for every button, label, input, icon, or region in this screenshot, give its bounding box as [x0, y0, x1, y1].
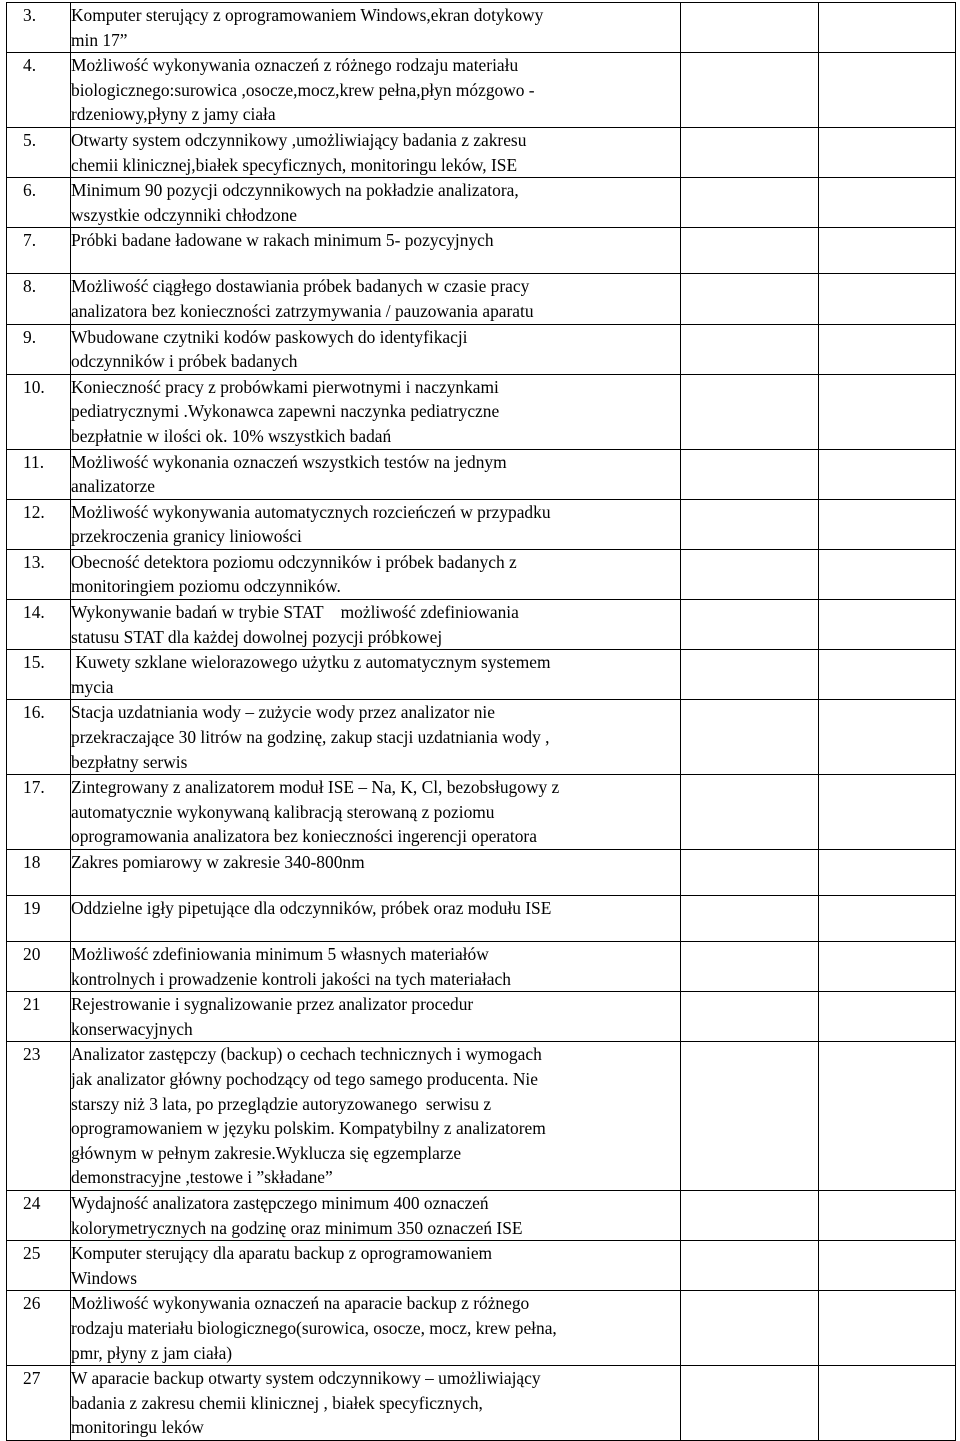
- table-row: [7, 1366, 956, 1441]
- requirement-line: starszy niż 3 lata, po przeglądzie autoryzowanego serwisu z: [71, 1093, 492, 1114]
- requirement-line: biologicznego:surowica ,osocze,mocz,krew pełna,płyn mózgowo -: [71, 79, 535, 100]
- blank-cell-remarks: [819, 274, 956, 324]
- requirement-line: konserwacyjnych: [71, 1018, 193, 1039]
- blank-cell-offered: [681, 1291, 819, 1366]
- requirement-line: Zakres pomiarowy w zakresie 340-800nm: [71, 852, 365, 872]
- requirement-line: bezpłatnie w ilości ok. 10% wszystkich badań: [71, 425, 392, 446]
- requirement-line: Oddzielne igły pipetujące dla odczynników, próbek oraz modułu ISE: [71, 898, 552, 918]
- requirement-text: [71, 700, 681, 775]
- blank-cell-remarks: [819, 600, 956, 650]
- requirement-line: przekraczające 30 litrów na godzinę, zakup stacji uzdatniania wody ,: [71, 727, 550, 748]
- blank-cell-offered: [681, 1190, 819, 1240]
- table-row: [7, 1291, 956, 1366]
- requirement-line: automatycznie wykonywaną kalibracją sterowaną z poziomu: [71, 801, 495, 822]
- blank-cell-remarks: [819, 374, 956, 449]
- row-number: 27: [7, 1366, 71, 1441]
- table-row: [7, 1241, 956, 1291]
- table-row: [7, 178, 956, 228]
- requirement-line: Wydajność analizatora zastępczego minimum 400 oznaczeń: [71, 1192, 489, 1213]
- requirement-line: Możliwość wykonania oznaczeń wszystkich testów na jednym: [71, 451, 507, 472]
- requirement-line: Możliwość wykonywania oznaczeń z różnego rodzaju materiału: [71, 55, 519, 76]
- requirement-line: Konieczność pracy z probówkami pierwotnymi i naczynkami: [71, 376, 499, 397]
- blank-cell-offered: [681, 992, 819, 1042]
- table-row: [7, 1042, 956, 1191]
- table-row: [7, 992, 956, 1042]
- requirement-text: [71, 650, 681, 700]
- requirement-text: [71, 850, 681, 896]
- requirement-line: monitoringu leków: [71, 1417, 204, 1438]
- requirement-text: [71, 178, 681, 228]
- table-row: [7, 324, 956, 374]
- blank-cell-offered: [681, 1366, 819, 1441]
- blank-cell-remarks: [819, 549, 956, 599]
- requirement-line: Wykonywanie badań w trybie STAT możliwość zdefiniowania: [71, 602, 519, 623]
- blank-cell-offered: [681, 650, 819, 700]
- table-row: [7, 775, 956, 850]
- table-row: [7, 700, 956, 775]
- requirement-line: Analizator zastępczy (backup) o cechach technicznych i wymogach: [71, 1044, 542, 1065]
- blank-cell-remarks: [819, 1291, 956, 1366]
- blank-cell-offered: [681, 942, 819, 992]
- row-number: 6.: [7, 178, 71, 228]
- requirement-line: oprogramowaniem w języku polskim. Kompatybilny z analizatorem: [71, 1118, 546, 1139]
- blank-cell-remarks: [819, 53, 956, 128]
- requirement-line: rodzaju materiału biologicznego(surowica, osocze, mocz, krew pełna,: [71, 1317, 557, 1338]
- row-number: 8.: [7, 274, 71, 324]
- blank-cell-remarks: [819, 228, 956, 274]
- row-number: 15.: [7, 650, 71, 700]
- requirement-line: Wbudowane czytniki kodów paskowych do identyfikacji: [71, 326, 468, 347]
- blank-cell-remarks: [819, 324, 956, 374]
- requirement-line: oprogramowania analizatora bez konieczności ingerencji operatora: [71, 826, 537, 847]
- requirement-line: W aparacie backup otwarty system odczynnikowy – umożliwiający: [71, 1368, 541, 1389]
- blank-cell-offered: [681, 53, 819, 128]
- requirement-line: min 17”: [71, 29, 128, 50]
- requirement-line: kontrolnych i prowadzenie kontroli jakości na tych materiałach: [71, 968, 511, 989]
- blank-cell-remarks: [819, 1190, 956, 1240]
- table-row: [7, 549, 956, 599]
- requirement-line: monitoringiem poziomu odczynników.: [71, 576, 341, 597]
- requirement-line: przekroczenia granicy liniowości: [71, 526, 302, 547]
- requirement-text: [71, 499, 681, 549]
- table-row: [7, 449, 956, 499]
- requirement-line: Stacja uzdatniania wody – zużycie wody przez analizator nie: [71, 702, 495, 723]
- requirement-line: Możliwość wykonywania oznaczeń na aparacie backup z różnego: [71, 1293, 530, 1314]
- blank-cell-remarks: [819, 178, 956, 228]
- requirement-text: [71, 324, 681, 374]
- blank-cell-offered: [681, 274, 819, 324]
- requirement-line: Komputer sterujący z oprogramowaniem Windows,ekran dotykowy: [71, 5, 544, 25]
- requirement-line: statusu STAT dla każdej dowolnej pozycji próbkowej: [71, 626, 443, 647]
- blank-cell-offered: [681, 228, 819, 274]
- blank-cell-remarks: [819, 1366, 956, 1441]
- requirement-text: [71, 549, 681, 599]
- table-row: [7, 896, 956, 942]
- specification-table-body: [7, 3, 956, 1441]
- row-number: 14.: [7, 600, 71, 650]
- requirement-line: Możliwość ciągłego dostawiania próbek badanych w czasie pracy: [71, 276, 530, 297]
- row-number: 26: [7, 1291, 71, 1366]
- row-number: 20: [7, 942, 71, 992]
- requirement-text: [71, 600, 681, 650]
- requirement-line: Możliwość wykonywania automatycznych rozcieńczeń w przypadku: [71, 501, 551, 522]
- requirement-line: jak analizator główny pochodzący od tego samego producenta. Nie: [71, 1068, 538, 1089]
- blank-cell-remarks: [819, 992, 956, 1042]
- blank-cell-remarks: [819, 650, 956, 700]
- blank-cell-offered: [681, 449, 819, 499]
- row-number: 7.: [7, 228, 71, 274]
- requirement-text: [71, 1190, 681, 1240]
- blank-cell-remarks: [819, 1241, 956, 1291]
- requirement-line: Próbki badane ładowane w rakach minimum 5- pozycyjnych: [71, 230, 494, 251]
- requirement-line: bezpłatny serwis: [71, 751, 188, 772]
- requirement-text: [71, 374, 681, 449]
- table-row: [7, 942, 956, 992]
- requirement-text: [71, 775, 681, 850]
- requirement-text: [71, 228, 681, 274]
- row-number: 9.: [7, 324, 71, 374]
- table-row: [7, 850, 956, 896]
- blank-cell-remarks: [819, 896, 956, 942]
- row-number: 24: [7, 1190, 71, 1240]
- blank-cell-remarks: [819, 1042, 956, 1191]
- requirement-line: Minimum 90 pozycji odczynnikowych na pokładzie analizatora,: [71, 180, 519, 201]
- table-row: [7, 274, 956, 324]
- blank-cell-remarks: [819, 850, 956, 896]
- blank-cell-remarks: [819, 449, 956, 499]
- requirement-line: Zintegrowany z analizatorem moduł ISE – Na, K, Cl, bezobsługowy z: [71, 777, 560, 798]
- blank-cell-remarks: [819, 499, 956, 549]
- requirement-text: [71, 274, 681, 324]
- requirement-line: demonstracyjne ,testowe i ”składane”: [71, 1167, 333, 1188]
- blank-cell-offered: [681, 775, 819, 850]
- row-number: 17.: [7, 775, 71, 850]
- blank-cell-remarks: [819, 942, 956, 992]
- blank-cell-offered: [681, 499, 819, 549]
- blank-cell-offered: [681, 374, 819, 449]
- requirement-text: [71, 942, 681, 992]
- blank-cell-offered: [681, 324, 819, 374]
- requirement-text: [71, 1291, 681, 1366]
- row-number: 13.: [7, 549, 71, 599]
- row-number: 18: [7, 850, 71, 896]
- blank-cell-offered: [681, 850, 819, 896]
- requirement-text: [71, 1366, 681, 1441]
- requirement-text: [71, 992, 681, 1042]
- row-number: 25: [7, 1241, 71, 1291]
- specification-table: [6, 2, 956, 1441]
- blank-cell-offered: [681, 1241, 819, 1291]
- requirement-line: pmr, płyny z jam ciała): [71, 1342, 233, 1363]
- table-row: [7, 650, 956, 700]
- requirement-line: Windows: [71, 1267, 137, 1288]
- blank-cell-remarks: [819, 3, 956, 53]
- requirement-line: Obecność detektora poziomu odczynników i próbek badanych z: [71, 551, 517, 572]
- requirement-line: Rejestrowanie i sygnalizowanie przez analizator procedur: [71, 994, 474, 1015]
- row-number: 5.: [7, 127, 71, 177]
- requirement-line: chemii klinicznej,białek specyficznych, monitoringu leków, ISE: [71, 154, 518, 175]
- table-row: [7, 1190, 956, 1240]
- requirement-text: [71, 127, 681, 177]
- blank-cell-offered: [681, 600, 819, 650]
- requirement-text: [71, 1241, 681, 1291]
- row-number: 21: [7, 992, 71, 1042]
- row-number: 4.: [7, 53, 71, 128]
- requirement-text: [71, 1042, 681, 1191]
- requirement-line: głównym w pełnym zakresie.Wyklucza się egzemplarze: [71, 1142, 462, 1163]
- blank-cell-offered: [681, 1042, 819, 1191]
- row-number: 19: [7, 896, 71, 942]
- requirement-line: Komputer sterujący dla aparatu backup z oprogramowaniem: [71, 1243, 493, 1264]
- requirement-line: mycia: [71, 676, 114, 697]
- table-row: [7, 127, 956, 177]
- blank-cell-offered: [681, 549, 819, 599]
- requirement-line: odczynników i próbek badanych: [71, 351, 298, 372]
- table-row: [7, 600, 956, 650]
- blank-cell-remarks: [819, 775, 956, 850]
- blank-cell-remarks: [819, 127, 956, 177]
- blank-cell-offered: [681, 178, 819, 228]
- table-row: [7, 228, 956, 274]
- blank-cell-offered: [681, 127, 819, 177]
- requirement-line: analizatorze: [71, 476, 155, 497]
- table-row: [7, 3, 956, 53]
- requirement-line: analizatora bez konieczności zatrzymywania / pauzowania aparatu: [71, 300, 534, 321]
- requirement-text: [71, 449, 681, 499]
- row-number: 3.: [7, 3, 71, 53]
- requirement-line: badania z zakresu chemii klinicznej , białek specyficznych,: [71, 1392, 483, 1413]
- requirement-line: pediatrycznymi .Wykonawca zapewni naczynka pediatryczne: [71, 401, 500, 422]
- row-number: 16.: [7, 700, 71, 775]
- blank-cell-offered: [681, 700, 819, 775]
- requirement-text: [71, 896, 681, 942]
- blank-cell-remarks: [819, 700, 956, 775]
- blank-cell-offered: [681, 3, 819, 53]
- requirement-line: Kuwety szklane wielorazowego użytku z automatycznym systemem: [71, 652, 551, 673]
- requirement-line: rdzeniowy,płyny z jamy ciała: [71, 104, 276, 125]
- table-row: [7, 53, 956, 128]
- requirement-line: Możliwość zdefiniowania minimum 5 własnych materiałów: [71, 944, 489, 964]
- row-number: 23: [7, 1042, 71, 1191]
- table-row: [7, 374, 956, 449]
- requirement-text: [71, 3, 681, 53]
- requirement-text: [71, 53, 681, 128]
- row-number: 11.: [7, 449, 71, 499]
- requirement-line: Otwarty system odczynnikowy ,umożliwiający badania z zakresu: [71, 129, 527, 150]
- row-number: 12.: [7, 499, 71, 549]
- requirement-line: kolorymetrycznych na godzinę oraz minimum 350 oznaczeń ISE: [71, 1217, 523, 1238]
- requirement-line: wszystkie odczynniki chłodzone: [71, 204, 298, 225]
- row-number: 10.: [7, 374, 71, 449]
- table-row: [7, 499, 956, 549]
- blank-cell-offered: [681, 896, 819, 942]
